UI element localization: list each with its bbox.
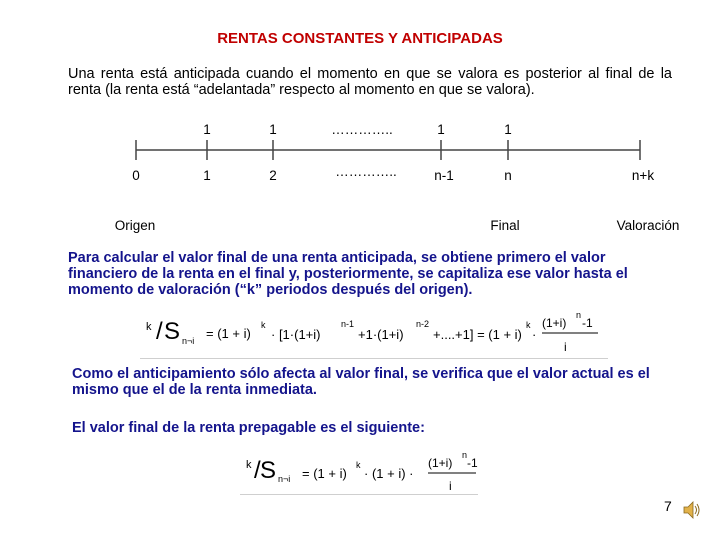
formula-bracket: · [1·(1+i): [271, 327, 321, 342]
origin-label: Origen: [114, 218, 156, 233]
formula-exp: k: [356, 460, 361, 470]
formula-eq: = (1 + i): [302, 466, 347, 481]
frac-num: (1+i): [542, 316, 567, 330]
final-label: Final: [490, 218, 520, 233]
slide-title: RENTAS CONSTANTES Y ANTICIPADAS: [217, 30, 503, 47]
valuation-label: Valoración: [616, 218, 680, 233]
period-label: n-1: [434, 168, 454, 183]
formula-exp: n-1: [341, 319, 355, 329]
amount-ellipsis: …………..: [331, 122, 393, 137]
formula-sub: n¬i: [182, 336, 195, 346]
period-label: 1: [203, 168, 211, 183]
amount-label: 1: [437, 122, 445, 137]
formula-svg: [140, 306, 608, 358]
timeline: [0, 118, 720, 238]
amount-label: 1: [203, 122, 211, 137]
formula-dot: ·: [532, 327, 537, 342]
prepayable-paragraph: El valor final de la renta prepagable es el siguiente:: [72, 420, 425, 436]
formula-deferred-value: [140, 306, 608, 359]
period-label: n: [504, 168, 512, 183]
formula-exp: k: [261, 320, 266, 330]
period-label: 0: [132, 168, 140, 183]
formula-s: S: [164, 318, 181, 345]
formula-svg: [240, 448, 478, 494]
formula-k: k: [146, 321, 152, 333]
formula-exp: k: [526, 320, 531, 330]
formula-slash: /: [156, 318, 163, 345]
intro-paragraph: Una renta está anticipada cuando el momento en que se valora es posterior al final de la renta (la renta está “adelantada” respecto al momento en que se valora).: [68, 66, 672, 98]
formula-slash: /: [254, 457, 261, 484]
page-number: 7: [664, 498, 672, 514]
speaker-icon[interactable]: [683, 500, 701, 520]
frac-exp: n: [576, 310, 582, 320]
anticipation-paragraph: Como el anticipamiento sólo afecta al valor final, se verifica que el valor actual es el mismo que el de la renta inmediata.: [72, 366, 650, 398]
frac-num-tail: -1: [467, 456, 478, 470]
amount-label: 1: [269, 122, 277, 137]
formula-sub: n¬i: [278, 474, 291, 484]
period-label: n+k: [631, 168, 655, 183]
formula-mid: +1·(1+i): [358, 327, 404, 342]
frac-exp: n: [462, 450, 468, 460]
period-ellipsis: …………..: [335, 164, 397, 179]
frac-den: i: [449, 479, 452, 493]
formula-eq: = (1 + i): [206, 326, 251, 341]
period-label: 2: [269, 168, 277, 183]
frac-num-tail: -1: [582, 316, 593, 330]
frac-num: (1+i): [428, 456, 453, 470]
amount-label: 1: [504, 122, 512, 137]
formula-prepayable-value: [240, 448, 478, 495]
formula-k: k: [246, 459, 252, 471]
calc-paragraph: Para calcular el valor final de una renta anticipada, se obtiene primero el valor financiero de la renta en el final y, posteriormente, se capitaliza ese valor hasta el momento de valoración (“k” periodos después del origen).: [68, 250, 628, 298]
formula-tail: +....+1] = (1 + i): [433, 327, 522, 342]
formula-exp: n-2: [416, 319, 430, 329]
formula-mid: · (1 + i) ·: [364, 466, 414, 481]
formula-s: S: [260, 457, 277, 484]
frac-den: i: [564, 340, 567, 354]
